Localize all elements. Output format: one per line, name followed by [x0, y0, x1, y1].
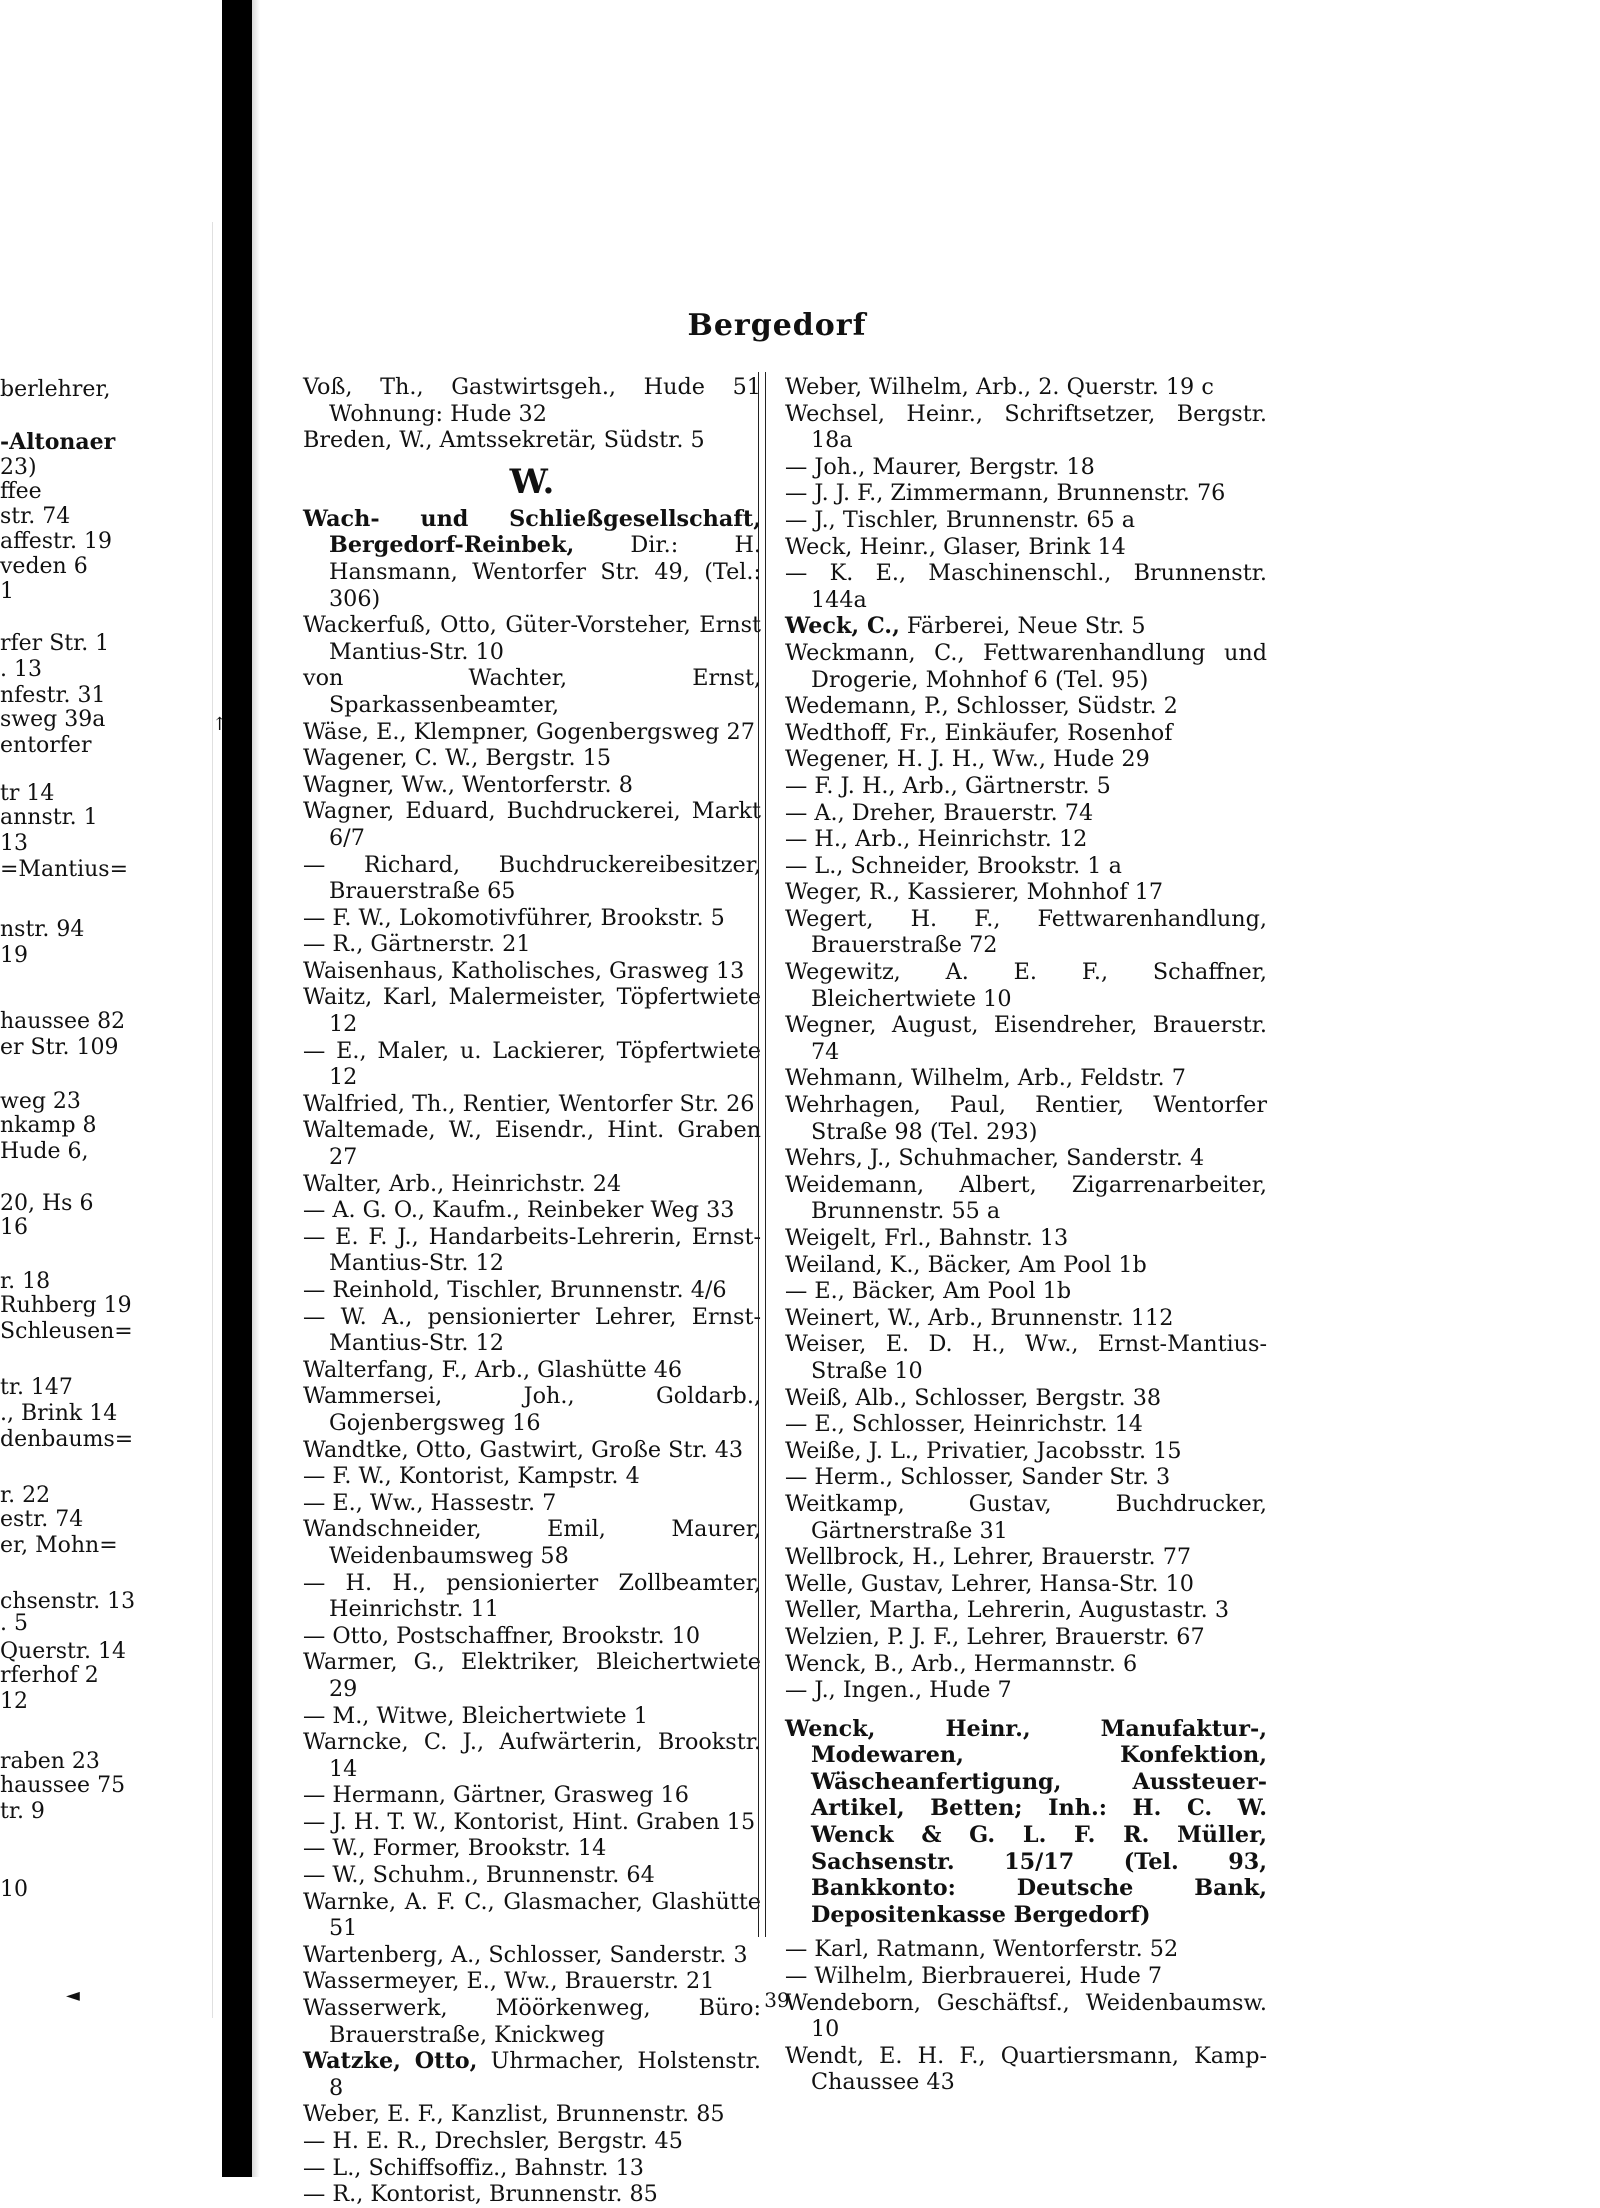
right-column	[785, 374, 1267, 2096]
facing-page-text: raben 23	[0, 1749, 100, 1774]
facing-page-text: er, Mohn=	[0, 1533, 118, 1558]
entry-details: — F. W., Lokomotivführer, Brookstr. 5	[303, 904, 725, 931]
entry-details: — J., Tischler, Brunnenstr. 65 a	[785, 506, 1136, 533]
facing-page-text: ., Brink 14	[0, 1401, 118, 1426]
entry-details: Wedthoff, Fr., Einkäufer, Rosenhof	[785, 719, 1173, 746]
entry-details: — E., Ww., Hassestr. 7	[303, 1489, 557, 1516]
directory-entry	[785, 826, 1267, 853]
entry-details: — E., Maler, u. Lackierer, Töpfertwiete 12	[303, 1037, 761, 1091]
facing-page-text: r. 22	[0, 1483, 51, 1508]
entry-name: Weck, C.,	[785, 613, 900, 640]
facing-page-text: rferhof 2	[0, 1663, 99, 1688]
entry-details: Walfried, Th., Rentier, Wentorfer Str. 26	[303, 1090, 755, 1117]
entry-details: Färberei, Neue Str. 5	[899, 613, 1146, 640]
directory-entry	[785, 1385, 1267, 1412]
entry-details: — A. G. O., Kaufm., Reinbeker Weg 33	[303, 1197, 735, 1224]
facing-page-text: 10	[0, 1877, 28, 1902]
entry-details: — H., Arb., Heinrichstr. 12	[785, 826, 1088, 853]
directory-entry	[303, 1835, 761, 1862]
directory-entry	[785, 1677, 1267, 1704]
entry-details: Weber, Wilhelm, Arb., 2. Querstr. 19 c	[785, 374, 1214, 400]
entry-details: Wehmann, Wilhelm, Arb., Feldstr. 7	[785, 1065, 1186, 1092]
directory-entry	[785, 1438, 1267, 1465]
directory-entry	[303, 427, 761, 454]
directory-entry	[303, 665, 761, 718]
directory-entry	[303, 798, 761, 851]
facing-page-text: =Mantius=	[0, 857, 129, 882]
directory-entry	[785, 534, 1267, 561]
entry-details: Weiland, K., Bäcker, Am Pool 1b	[785, 1251, 1147, 1278]
entry-details: Warmer, G., Elektriker, Bleichertwiete 29	[303, 1649, 761, 1702]
entry-details: Weitkamp, Gustav, Buchdrucker, Gärtnerstraße 31	[785, 1490, 1267, 1544]
directory-entry	[785, 879, 1267, 906]
directory-entry	[785, 1963, 1267, 1990]
entry-details: — F. J. H., Arb., Gärtnerstr. 5	[785, 772, 1111, 799]
directory-entry	[303, 1437, 761, 1464]
entry-details: — W., Schuhm., Brunnenstr. 64	[303, 1862, 655, 1889]
facing-page-text: -Altonaer	[0, 429, 116, 455]
entry-details: Wegert, H. F., Fettwarenhandlung, Brauerstraße 72	[785, 905, 1267, 959]
entry-details: Wegewitz, A. E. F., Schaffner, Bleichertwiete 10	[785, 959, 1267, 1012]
entry-details: Walter, Arb., Heinrichstr. 24	[303, 1170, 622, 1197]
directory-entry	[785, 906, 1267, 959]
directory-entry	[785, 1331, 1267, 1384]
facing-page-text: Querstr. 14	[0, 1639, 126, 1664]
entry-details: Weidemann, Albert, Zigarrenarbeiter, Brunnenstr. 55 a	[785, 1171, 1267, 1225]
entry-details: Wedemann, P., Schlosser, Südstr. 2	[785, 693, 1178, 720]
entry-name: Watzke, Otto,	[303, 2048, 478, 2075]
section-letter: W.	[509, 461, 555, 502]
directory-entry	[785, 2043, 1267, 2096]
directory-entry	[785, 1305, 1267, 1332]
entry-details: Wassermeyer, E., Ww., Brauerstr. 21	[303, 1968, 715, 1995]
directory-entry	[303, 1570, 761, 1623]
directory-entry	[785, 374, 1267, 401]
entry-details: — L., Schiffsoffiz., Bahnstr. 13	[303, 2154, 644, 2181]
directory-entry	[785, 800, 1267, 827]
entry-details: Weber, E. F., Kanzlist, Brunnenstr. 85	[303, 2101, 725, 2128]
directory-entry	[785, 613, 1267, 640]
facing-page-text: entorfer	[0, 733, 92, 758]
directory-entry	[303, 719, 761, 746]
facing-page-text: tr 14	[0, 781, 55, 806]
entry-details: Weiser, E. D. H., Ww., Ernst-Mantius-Straße 10	[785, 1331, 1267, 1384]
facing-page-text: weg 23	[0, 1089, 81, 1114]
facing-page-text: 20, Hs 6	[0, 1191, 94, 1216]
directory-entry	[303, 852, 761, 905]
directory-entry	[303, 772, 761, 799]
entry-details: Weckmann, C., Fettwarenhandlung und Drogerie, Mohnhof 6 (Tel. 95)	[785, 639, 1267, 693]
facing-page-text: Schleusen=	[0, 1319, 133, 1344]
directory-entry	[785, 720, 1267, 747]
facing-page-text: str. 74	[0, 504, 71, 529]
directory-entry	[303, 2181, 761, 2208]
entry-details: Wackerfuß, Otto, Güter-Vorsteher, Ernst Mantius-Str. 10	[303, 612, 761, 665]
entry-details: Wehrhagen, Paul, Rentier, Wentorfer Straße 98 (Tel. 293)	[785, 1092, 1267, 1145]
directory-entry	[303, 905, 761, 932]
entry-details: Wasserwerk, Möörkenweg, Büro: Brauerstraße, Knickweg	[303, 1995, 761, 2048]
directory-entry	[303, 958, 761, 985]
directory-entry	[303, 374, 761, 427]
margin-mark: ↑	[212, 714, 228, 735]
facing-page-text: ffee	[0, 479, 42, 504]
directory-entry	[303, 506, 761, 612]
directory-entry	[303, 1623, 761, 1650]
directory-entry	[303, 984, 761, 1037]
entry-details: — M., Witwe, Bleichertwiete 1	[303, 1702, 648, 1729]
directory-entry	[785, 1544, 1267, 1571]
directory-entry	[303, 1809, 761, 1836]
directory-entry	[785, 1012, 1267, 1065]
directory-entry	[785, 1411, 1267, 1438]
entry-details: von Wachter, Ernst, Sparkassenbeamter,	[303, 665, 761, 718]
entry-details: Waisenhaus, Katholisches, Grasweg 13	[303, 957, 745, 984]
entry-details: Wartenberg, A., Schlosser, Sanderstr. 3	[303, 1941, 748, 1968]
margin-mark: ◄	[66, 1985, 80, 2006]
directory-entry	[785, 1278, 1267, 1305]
entry-details: — Reinhold, Tischler, Brunnenstr. 4/6	[303, 1277, 727, 1303]
entry-details: Voß, Th., Gastwirtsgeh., Hude 51 Wohnung: Hude 32	[303, 374, 761, 427]
directory-entry	[303, 745, 761, 772]
directory-entry	[303, 1942, 761, 1969]
directory-entry	[785, 959, 1267, 1012]
entry-details: — K. E., Maschinenschl., Brunnenstr. 144a	[785, 560, 1267, 613]
directory-entry	[785, 773, 1267, 800]
entry-details: Wammersei, Joh., Goldarb., Gojenbergsweg 16	[303, 1383, 761, 1436]
directory-entry	[785, 1624, 1267, 1651]
entry-details: Wellbrock, H., Lehrer, Brauerstr. 77	[785, 1544, 1192, 1571]
directory-entry	[303, 1224, 761, 1277]
facing-page-text: estr. 74	[0, 1507, 84, 1532]
entry-details: Wäse, E., Klempner, Gogenbergsweg 27	[303, 718, 755, 745]
facing-page-text: tr. 147	[0, 1375, 73, 1400]
directory-entry	[303, 2101, 761, 2128]
entry-details: Weigelt, Frl., Bahnstr. 13	[785, 1225, 1069, 1251]
entry-details: — L., Schneider, Brookstr. 1 a	[785, 852, 1122, 879]
facing-page-text: chsenstr. 13	[0, 1589, 136, 1614]
directory-entry	[785, 1065, 1267, 1092]
entry-details: — J., Ingen., Hude 7	[785, 1677, 1012, 1704]
directory-entry	[303, 2155, 761, 2182]
facing-page-text: Ruhberg 19	[0, 1293, 132, 1318]
directory-entry	[303, 1357, 761, 1384]
facing-page-text: veden 6	[0, 554, 88, 579]
directory-entry	[785, 1597, 1267, 1624]
entry-details: — Wilhelm, Bierbrauerei, Hude 7	[785, 1963, 1163, 1990]
directory-entry	[303, 1038, 761, 1091]
entry-details: Wechsel, Heinr., Schriftsetzer, Bergstr. 18a	[785, 400, 1267, 454]
directory-entry	[785, 560, 1267, 613]
entry-name: Wach- und Schließgesellschaft, Bergedorf-Reinbek,	[303, 505, 761, 559]
entry-details: Waitz, Karl, Malermeister, Töpfertwiete 12	[303, 984, 761, 1038]
column-divider	[758, 372, 766, 1937]
facing-page-text: tr. 9	[0, 1799, 45, 1824]
entry-details: — A., Dreher, Brauerstr. 74	[785, 799, 1094, 826]
facing-page-text: sweg 39a	[0, 707, 106, 732]
entry-details: Breden, W., Amtssekretär, Südstr. 5	[303, 427, 705, 454]
page-number: 39	[764, 1988, 790, 2012]
directory-entry	[785, 1491, 1267, 1544]
directory-entry	[303, 931, 761, 958]
entry-details: — E., Bäcker, Am Pool 1b	[785, 1278, 1072, 1305]
entry-details: Welle, Gustav, Lehrer, Hansa-Str. 10	[785, 1570, 1194, 1597]
facing-page-text: 23)	[0, 455, 37, 480]
left-column	[303, 374, 761, 2208]
facing-page-text: berlehrer,	[0, 377, 111, 402]
facing-page-text: rfer Str. 1	[0, 631, 110, 656]
entry-details: — H. H., pensionierter Zollbeamter, Heinrichstr. 11	[303, 1569, 761, 1623]
directory-entry	[785, 1464, 1267, 1491]
entry-details: Weiß, Alb., Schlosser, Bergstr. 38	[785, 1384, 1162, 1411]
entry-details: Uhrmacher, Holstenstr. 8	[329, 2048, 762, 2101]
directory-entry	[303, 1383, 761, 1436]
entry-details: — Richard, Buchdruckereibesitzer, Brauerstraße 65	[303, 851, 761, 905]
entry-details: Wagner, Ww., Wentorferstr. 8	[303, 771, 633, 798]
entry-details: Dir.: H. Hansmann, Wentorfer Str. 49, (Tel.: 306)	[329, 532, 761, 612]
entry-details: — Herm., Schlosser, Sander Str. 3	[785, 1464, 1171, 1491]
directory-entry	[785, 507, 1267, 534]
entry-details: — Karl, Ratmann, Wentorferstr. 52	[785, 1936, 1179, 1963]
entry-details: Wandschneider, Emil, Maurer, Weidenbaumsweg 58	[303, 1516, 761, 1569]
entry-details: Weger, R., Kassierer, Mohnhof 17	[785, 879, 1164, 906]
entry-details: — E. F. J., Handarbeits-Lehrerin, Ernst-Mantius-Str. 12	[303, 1223, 761, 1277]
facing-page-text: 12	[0, 1689, 28, 1714]
directory-entry	[303, 1490, 761, 1517]
facing-page-text: r. 18	[0, 1269, 51, 1294]
entry-details: — H. E. R., Drechsler, Bergstr. 45	[303, 2128, 683, 2154]
directory-entry	[785, 1092, 1267, 1145]
facing-page-text: nkamp 8	[0, 1113, 97, 1138]
directory-entry	[303, 1703, 761, 1730]
directory-entry	[303, 1516, 761, 1569]
facing-page-text: 19	[0, 943, 28, 968]
directory-entry	[785, 1571, 1267, 1598]
facing-page-text: . 5	[0, 1611, 28, 1636]
entry-details: Walterfang, F., Arb., Glashütte 46	[303, 1356, 683, 1383]
entry-details: — R., Gärtnerstr. 21	[303, 931, 531, 958]
directory-entry	[785, 746, 1267, 773]
directory-entry	[303, 2048, 761, 2101]
directory-page	[212, 222, 1341, 2208]
facing-page-text: 13	[0, 831, 28, 856]
directory-entry	[785, 1225, 1267, 1252]
entry-details: Wagener, C. W., Bergstr. 15	[303, 745, 612, 772]
directory-entry	[303, 1277, 761, 1304]
entry-details: Wenck, B., Arb., Hermannstr. 6	[785, 1650, 1138, 1677]
facing-page-text: nstr. 94	[0, 917, 85, 942]
entry-details: Wendt, E. H. F., Quartiersmann, Kamp-Chaussee 43	[785, 2042, 1267, 2096]
entry-details: Welzien, P. J. F., Lehrer, Brauerstr. 67	[785, 1623, 1205, 1650]
directory-entry	[303, 1889, 761, 1942]
entry-details: Wendeborn, Geschäftsf., Weidenbaumsw. 10	[785, 1989, 1267, 2043]
entry-details: — Hermann, Gärtner, Grasweg 16	[303, 1782, 689, 1809]
entry-details: — Otto, Postschaffner, Brookstr. 10	[303, 1622, 701, 1649]
page-header: Bergedorf	[687, 308, 867, 343]
facing-page-text: . 13	[0, 657, 42, 682]
directory-entry	[785, 693, 1267, 720]
directory-entry	[303, 1091, 761, 1118]
facing-page-fragment	[0, 0, 220, 2177]
directory-entry	[785, 1145, 1267, 1172]
facing-page-text: annstr. 1	[0, 805, 98, 830]
directory-entry	[303, 1171, 761, 1198]
directory-entry	[303, 612, 761, 665]
facing-page-text: 16	[0, 1215, 28, 1240]
directory-entry	[303, 1463, 761, 1490]
directory-entry	[785, 454, 1267, 481]
entry-details: — W. A., pensionierter Lehrer, Ernst-Mantius-Str. 12	[303, 1303, 761, 1357]
facing-page-text: haussee 75	[0, 1773, 126, 1798]
entry-details: — Joh., Maurer, Bergstr. 18	[785, 453, 1095, 480]
entry-details: Waltemade, W., Eisendr., Hint. Graben 27	[303, 1117, 761, 1171]
entry-details: Weller, Martha, Lehrerin, Augustastr. 3	[785, 1597, 1230, 1624]
directory-entry	[785, 401, 1267, 454]
facing-page-text: er Str. 109	[0, 1035, 119, 1060]
directory-entry	[785, 853, 1267, 880]
directory-entry	[303, 2128, 761, 2155]
facing-page-text: denbaums=	[0, 1427, 134, 1452]
entry-details: Weinert, W., Arb., Brunnenstr. 112	[785, 1304, 1174, 1331]
entry-details: Weck, Heinr., Glaser, Brink 14	[785, 533, 1126, 560]
entry-details: — F. W., Kontorist, Kampstr. 4	[303, 1463, 640, 1490]
entry-details: Wagner, Eduard, Buchdruckerei, Markt 6/7	[303, 798, 761, 851]
entry-details: Wandtke, Otto, Gastwirt, Große Str. 43	[303, 1436, 744, 1463]
directory-entry	[785, 1172, 1267, 1225]
directory-entry	[785, 1936, 1267, 1963]
entry-details: Weiße, J. L., Privatier, Jacobsstr. 15	[785, 1437, 1182, 1464]
directory-entry	[303, 1729, 761, 1782]
directory-entry	[785, 1651, 1267, 1678]
entry-details: — J. J. F., Zimmermann, Brunnenstr. 76	[785, 480, 1226, 507]
directory-entry	[785, 640, 1267, 693]
facing-page-text: haussee 82	[0, 1009, 126, 1034]
advertisement-entry: Wenck, Heinr., Manufaktur-, Modewaren, Konfektion, Wäscheanfertigung, Aussteuer-Artikel, Betten; Inh.: H. C. W. Wenck & G. L. F. R. Müller, Sachsenstr. 15/17 (Tel. 93, Bankkonto: Deutsche Bank, Depositenkasse Bergedorf)	[785, 1715, 1267, 1928]
entry-details: Warnke, A. F. C., Glasmacher, Glashütte 51	[303, 1888, 761, 1942]
entry-details: Warncke, C. J., Aufwärterin, Brookstr. 14	[303, 1729, 761, 1782]
directory-entry	[303, 1197, 761, 1224]
directory-entry	[303, 1117, 761, 1170]
facing-page-text: affestr. 19	[0, 529, 112, 554]
entry-details: — W., Former, Brookstr. 14	[303, 1835, 607, 1862]
entry-details: Wehrs, J., Schuhmacher, Sanderstr. 4	[785, 1145, 1205, 1172]
entry-details: — E., Schlosser, Heinrichstr. 14	[785, 1411, 1143, 1438]
entry-details: Wegner, August, Eisendreher, Brauerstr. 74	[785, 1012, 1267, 1065]
entry-details: — J. H. T. W., Kontorist, Hint. Graben 15	[303, 1808, 756, 1835]
directory-entry	[785, 480, 1267, 507]
entry-details: Wegener, H. J. H., Ww., Hude 29	[785, 746, 1150, 773]
facing-page-text: Hude 6,	[0, 1139, 89, 1164]
directory-entry	[303, 1304, 761, 1357]
directory-entry	[303, 1782, 761, 1809]
facing-page-text: 1	[0, 579, 14, 604]
facing-page-text: nfestr. 31	[0, 683, 106, 708]
directory-entry	[303, 1862, 761, 1889]
entry-details: — R., Kontorist, Brunnenstr. 85	[303, 2181, 658, 2208]
directory-entry	[785, 1252, 1267, 1279]
directory-entry	[303, 1649, 761, 1702]
